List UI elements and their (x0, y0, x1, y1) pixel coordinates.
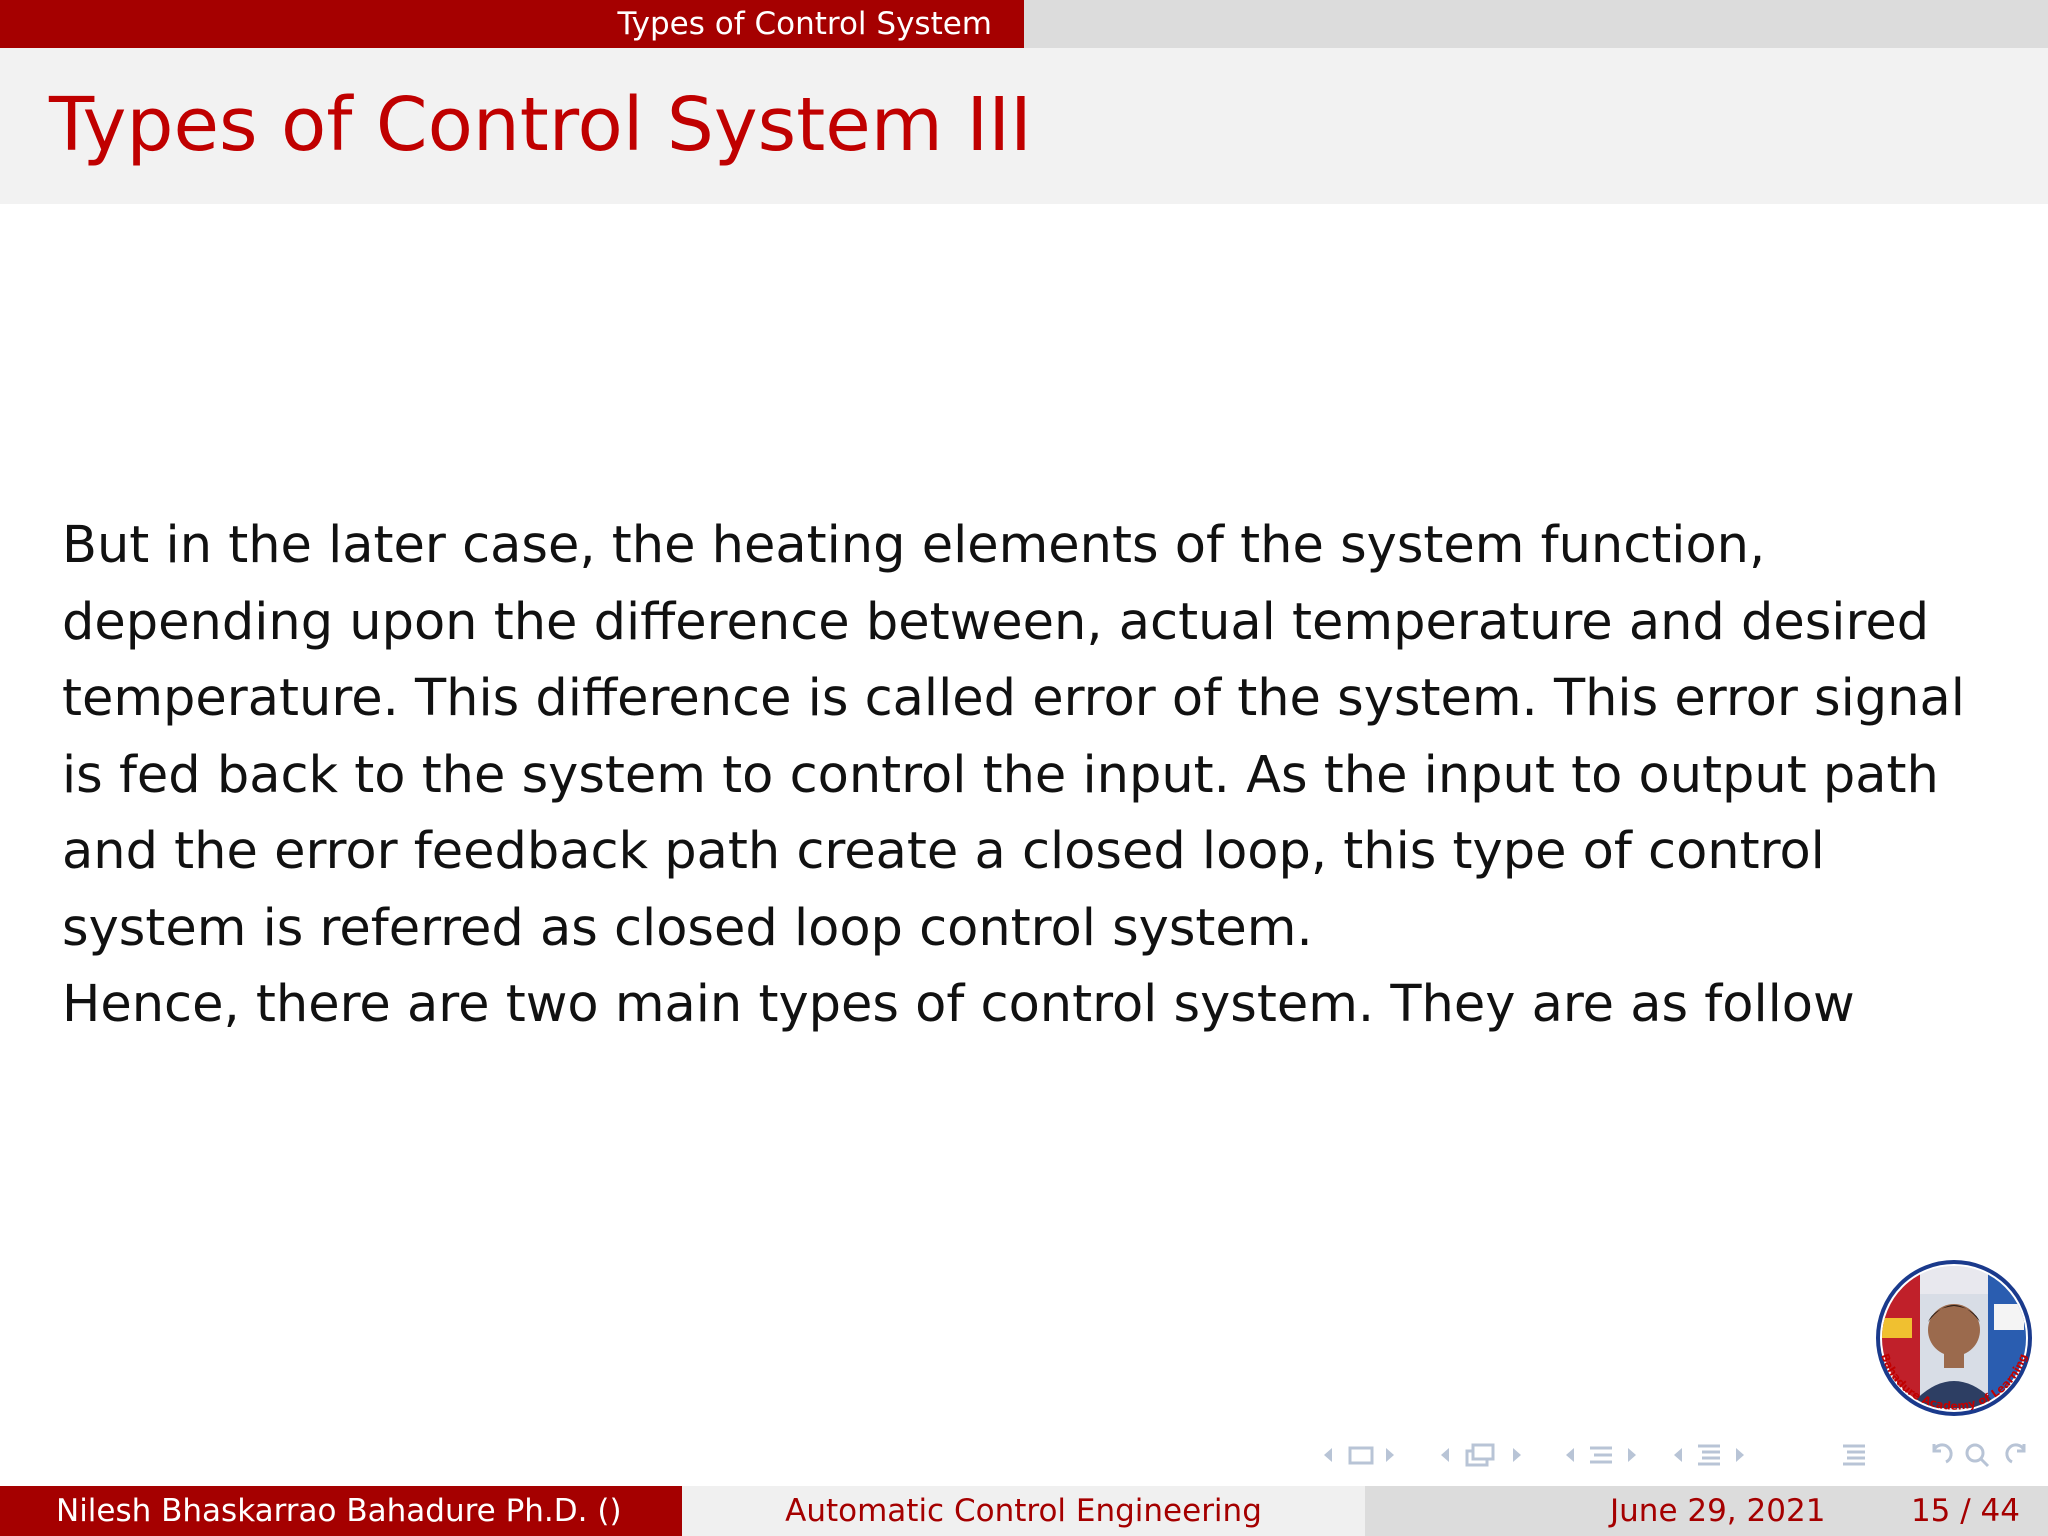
subsection-list-nav-group (1670, 1440, 1770, 1470)
back-icon[interactable] (1934, 1444, 1951, 1462)
footer-date-box (1365, 1486, 2048, 1536)
subsection-icon[interactable] (1467, 1445, 1493, 1465)
body-paragraph: Hence, there are two main types of control system. They are as follow (62, 975, 1855, 1034)
beamer-nav-symbols (1312, 1440, 2042, 1470)
body-text (62, 508, 2012, 1044)
nav-left-arrow-icon[interactable] (1324, 1448, 1332, 1462)
section-link[interactable]: Types of Control System (617, 6, 992, 42)
frame-nav-group (1320, 1440, 1420, 1470)
academy-logo (1868, 1258, 2040, 1430)
footer-course: Automatic Control Engineering (785, 1493, 1262, 1529)
forward-icon[interactable] (2007, 1444, 2024, 1462)
footer-author-box (0, 1486, 682, 1536)
subsection-nav-group (1437, 1440, 1537, 1470)
page-number: 15 / 44 (1910, 1493, 2020, 1529)
top-nav-bar (0, 0, 2048, 48)
frame-icon[interactable] (1350, 1448, 1372, 1463)
footer-author: Nilesh Bhaskarrao Bahadure Ph.D. () (56, 1493, 622, 1529)
footer (0, 1486, 2048, 1536)
footer-course-box (682, 1486, 1365, 1536)
nav-right-arrow-icon[interactable] (1386, 1448, 1394, 1462)
document-icon[interactable] (1835, 1440, 1875, 1470)
logo-ring-text: Bahadure Academy of Learning (1878, 1351, 2030, 1413)
search-icon[interactable] (1967, 1445, 1988, 1466)
body-paragraph: But in the later case, the heating elements of the system function, depending upon the difference between, actual temperature and desired temperature. This difference is called error of the system. This error signal is fed back to the system to control the input. As the input to output path and the error feedback path create a closed loop, this type of control system is referred as closed loop control system. (62, 516, 1965, 958)
frame-title-band (0, 48, 2048, 204)
section-icon[interactable] (1590, 1448, 1612, 1462)
section-nav-group (1562, 1440, 1662, 1470)
search-nav-group (1924, 1440, 2042, 1470)
frame-title: Types of Control System III (49, 82, 1032, 168)
section-nav (0, 0, 1024, 48)
footer-date: June 29, 2021 (1610, 1493, 1826, 1529)
